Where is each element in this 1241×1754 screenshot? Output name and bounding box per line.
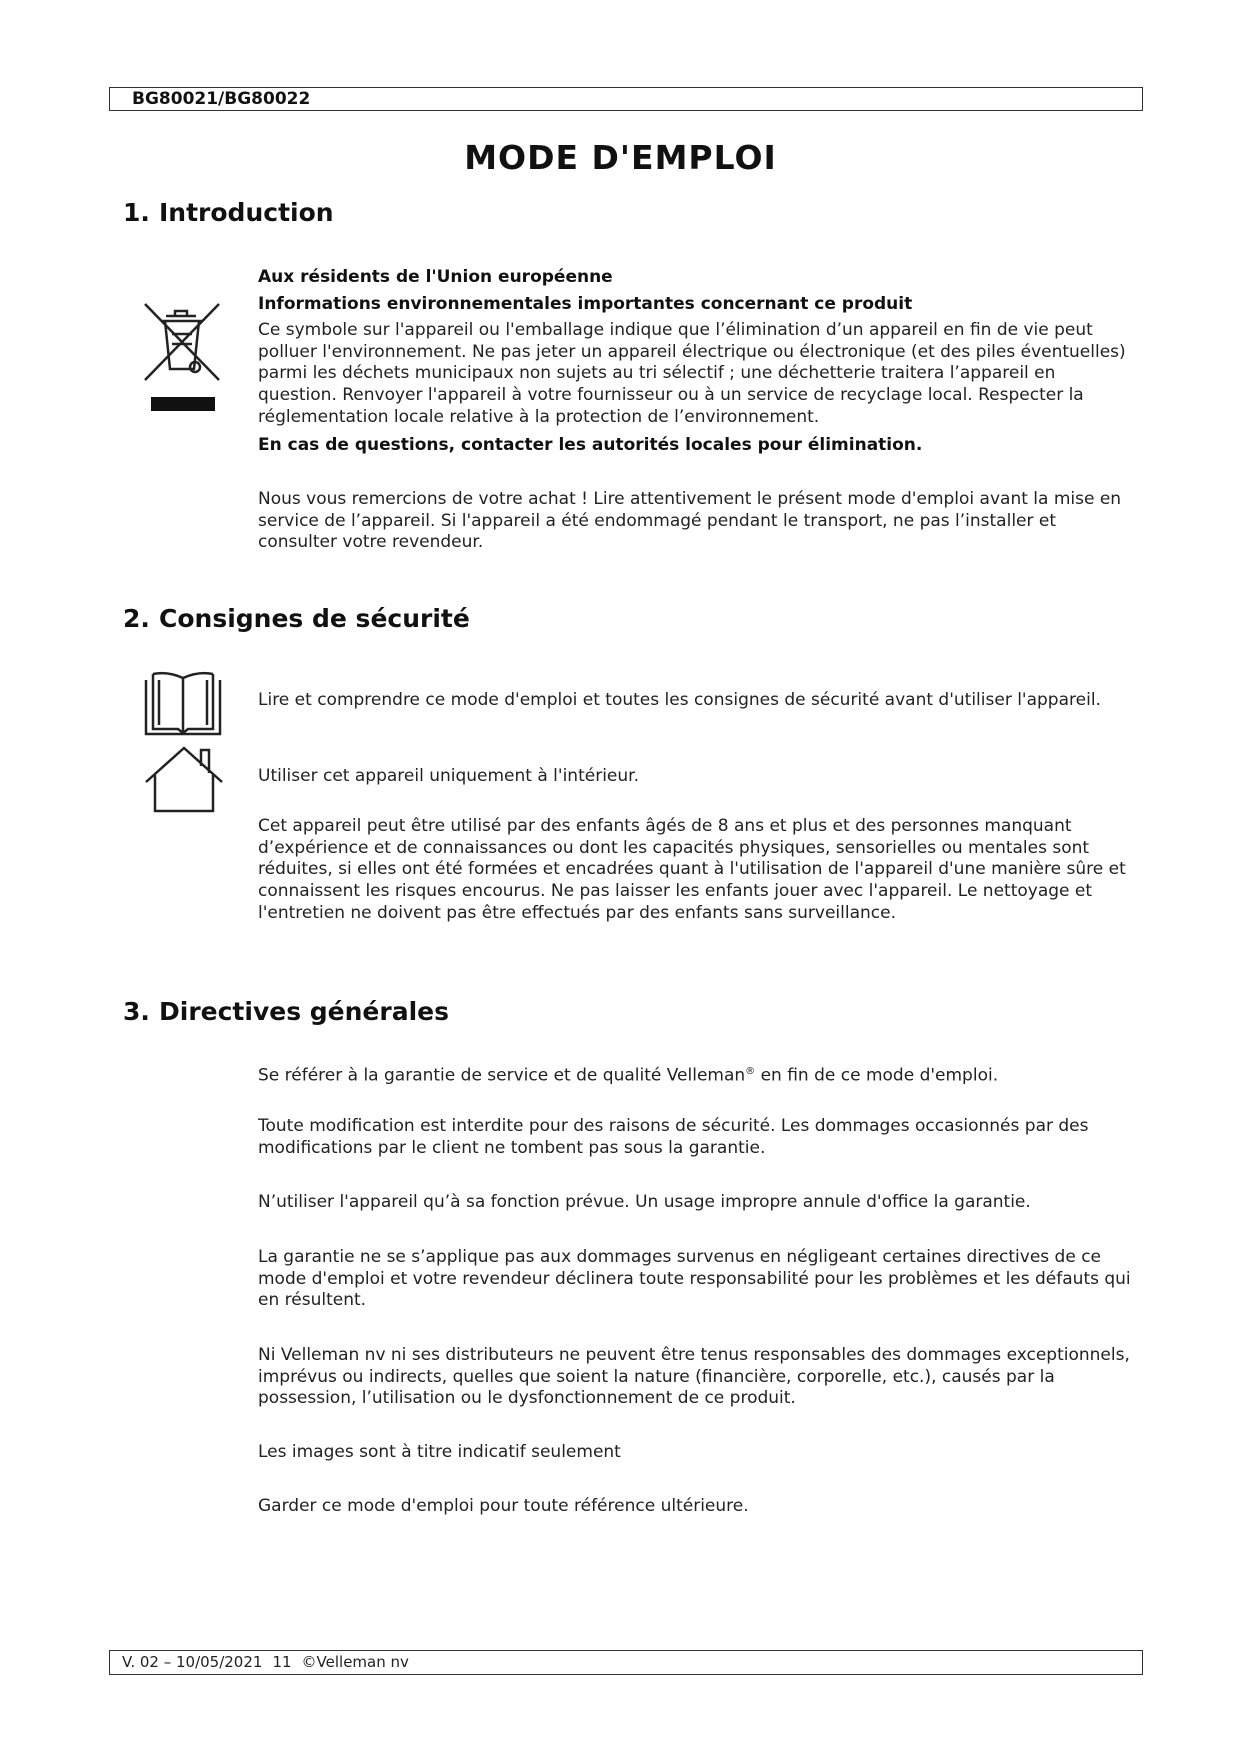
weee-paragraph: Ce symbole sur l'appareil ou l'emballage indique que l’élimination d’un appareil en fin de vie peut polluer l'environnement. Ne pas jeter un appareil électrique ou électronique (et des piles éventuelles) parmi les déchets municipaux non sujets au tri sélectif ; une déchetterie traitera l’appareil en question. Renvoyer l'appareil à votre fournisseur ou à un service de recyclage local. Respecter la réglementation locale relative à la protection de l’environnement. <box>258 320 1126 427</box>
intended-use-text: N’utiliser l'appareil qu’à sa fonction prévue. Un usage impropre annule d'office la garantie. <box>258 1192 1031 1212</box>
page-title: MODE D'EMPLOI <box>464 138 777 177</box>
section-number: 1. <box>123 198 150 227</box>
footer-version: V. 02 – 10/05/2021 <box>122 1653 263 1671</box>
section-title: Directives générales <box>159 997 449 1026</box>
keep-manual-text: Garder ce mode d'emploi pour toute référence ultérieure. <box>258 1496 749 1516</box>
modification-paragraph: Toute modification est interdite pour des raisons de sécurité. Les dommages occasionnés par des modifications par le client ne tombent pas sous la garantie. <box>258 1116 1089 1158</box>
section-safety-heading <box>123 604 470 633</box>
section-guidelines-heading <box>123 997 449 1026</box>
page-footer <box>109 1650 1143 1675</box>
children-safety-paragraph: Cet appareil peut être utilisé par des enfants âgés de 8 ans et plus et des personnes manquant d’expérience et de connaissances ou dont les capacités physiques, sensorielles ou mentales sont réduites, si elles ont été formées et encadrées quant à l'utilisation de l'appareil d'une manière sûre et connaissent les risques encourus. Ne pas laisser les enfants jouer avec l'appareil. Le nettoyage et l'entretien ne doivent pas être effectués par des enfants sans surveillance. <box>258 816 1126 923</box>
warranty-text-start: Se référer à la garantie de service et de qualité Velleman <box>258 1065 746 1086</box>
section-number: 2. <box>123 604 150 633</box>
section-title: Consignes de sécurité <box>159 604 470 633</box>
section-number: 3. <box>123 997 150 1026</box>
read-manual-book-icon <box>143 670 223 736</box>
footer-page-number: 11 <box>272 1653 292 1671</box>
eu-residents-heading: Aux résidents de l'Union européenne <box>258 267 613 287</box>
indoor-use-text: Utiliser cet appareil uniquement à l'intérieur. <box>258 766 639 786</box>
section-introduction-heading <box>123 198 334 227</box>
contact-authorities-text: En cas de questions, contacter les autorités locales pour élimination. <box>258 435 923 455</box>
indoor-house-icon <box>143 744 225 814</box>
model-header: BG80021/BG80022 <box>109 87 1143 111</box>
registered-mark: ® <box>745 1066 756 1077</box>
read-manual-text: Lire et comprendre ce mode d'emploi et toutes les consignes de sécurité avant d'utiliser l'appareil. <box>258 690 1101 710</box>
thanks-paragraph: Nous vous remercions de votre achat ! Lire attentivement le présent mode d'emploi avant la mise en service de l’appareil. Si l'appareil a été endommagé pendant le transport, ne pas l’installer et consulter votre revendeur. <box>258 489 1122 553</box>
images-indicative-text: Les images sont à titre indicatif seulement <box>258 1442 621 1462</box>
warranty-reference-text <box>258 1061 1138 1087</box>
warranty-text-end: en fin de ce mode d'emploi. <box>755 1065 999 1086</box>
footer-copyright: ©Velleman nv <box>301 1653 409 1671</box>
neglect-paragraph: La garantie ne se s’applique pas aux dommages survenus en négligeant certaines directives de ce mode d'emploi et votre revendeur déclinera toute responsabilité pour les problèmes et les défauts qui en résultent. <box>258 1247 1131 1311</box>
environmental-heading: Informations environnementales importantes concernant ce produit <box>258 294 913 314</box>
weee-bin-icon <box>141 298 225 418</box>
section-title: Introduction <box>159 198 334 227</box>
liability-paragraph: Ni Velleman nv ni ses distributeurs ne peuvent être tenus responsables des dommages exceptionnels, imprévus ou indirects, quelles que soient la nature (financière, corporelle, etc.), causés par la possession, l’utilisation ou le dysfonctionnement de ce produit. <box>258 1345 1130 1409</box>
